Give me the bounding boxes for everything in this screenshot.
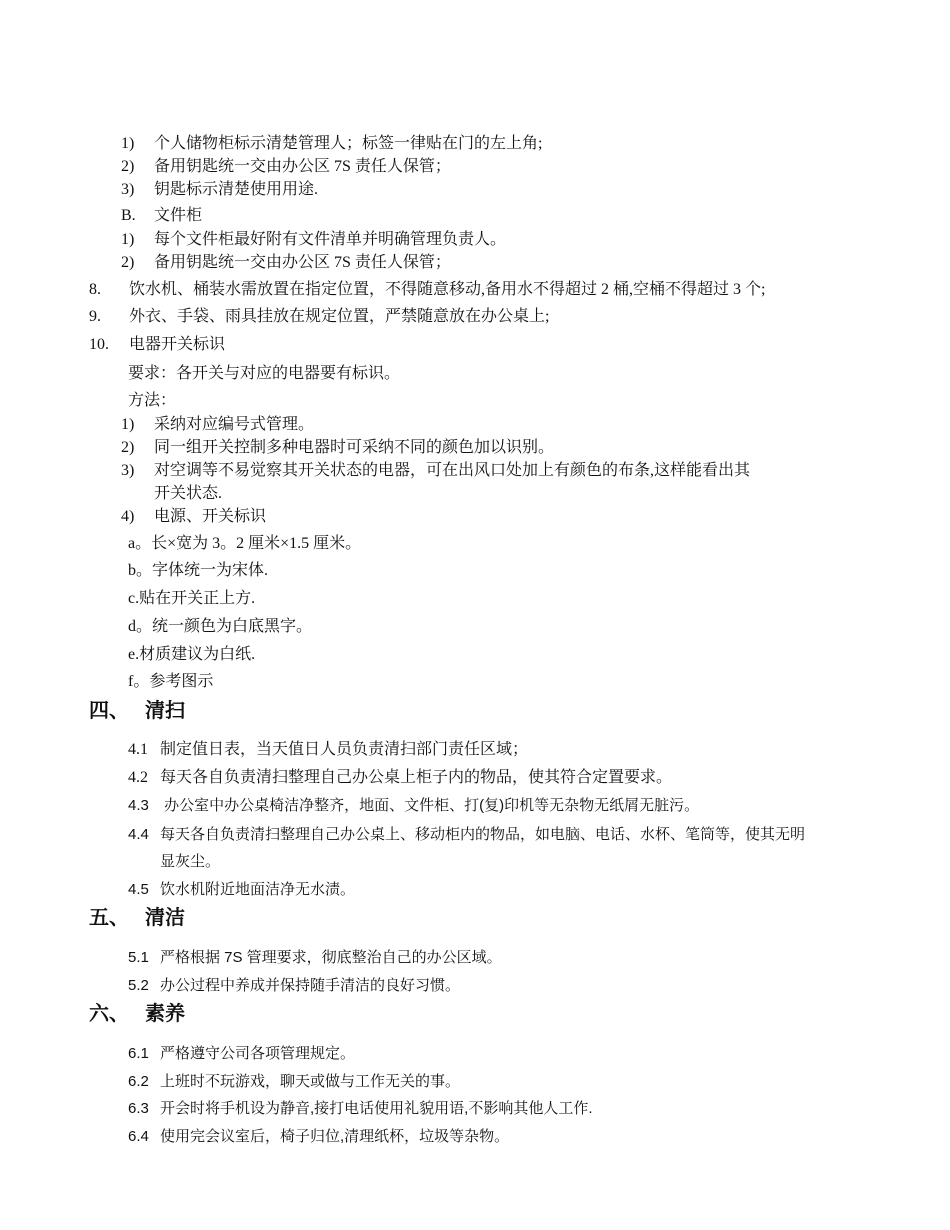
list-item — [128, 1098, 593, 1120]
list-item — [121, 506, 266, 528]
list-number: 10. — [89, 336, 109, 353]
list-number: 6.2 — [128, 1073, 149, 1090]
list-text: 每天各自负责清扫整理自己办公桌上柜子内的物品，使其符合定置要求。 — [160, 769, 673, 786]
spec-item: b。字体统一为宋体. — [128, 562, 269, 579]
list-text: 每天各自负责清扫整理自己办公桌上、移动柜内的物品，如电脑、电话、水杯、笔筒等，使其无明 — [160, 826, 806, 843]
list-item — [121, 229, 506, 251]
list-item — [128, 1126, 509, 1148]
list-text: 办公过程中养成并保持随手清洁的良好习惯。 — [160, 977, 461, 994]
section-title: 素养 — [145, 1001, 185, 1025]
list-item — [121, 414, 314, 436]
list-text: 饮水机附近地面洁净无水渍。 — [160, 881, 356, 898]
list-text: 外衣、手袋、雨具挂放在规定位置，严禁随意放在办公桌上; — [129, 308, 550, 325]
spec-item: f。参考图示 — [128, 673, 214, 690]
list-text: 饮水机、桶装水需放置在指定位置，不得随意移动,备用水不得超过 2 桶,空桶不得超过 3 个; — [129, 281, 766, 298]
list-number: 2) — [121, 254, 135, 271]
spec-item: d。统一颜色为白底黑字。 — [128, 618, 313, 635]
list-number: 5.2 — [128, 977, 149, 994]
list-item — [89, 279, 765, 301]
list-number: 6.4 — [128, 1128, 149, 1145]
list-number: 1) — [121, 416, 135, 433]
list-item — [128, 879, 355, 901]
list-item — [128, 739, 528, 761]
list-number: B. — [121, 207, 136, 224]
spec-item: c.贴在开关正上方. — [128, 590, 256, 607]
list-text: 备用钥匙统一交由办公区 7S 责任人保管； — [154, 158, 451, 175]
list-item — [128, 824, 805, 846]
list-item — [128, 767, 672, 789]
list-number: 6.1 — [128, 1045, 149, 1062]
list-text: 采纳对应编号式管理。 — [154, 416, 315, 433]
list-text: 开会时将手机设为静音,接打电话使用礼貌用语,不影响其他人工作. — [160, 1100, 593, 1117]
paragraph: 要求：各开关与对应的电器要有标识。 — [128, 365, 401, 382]
list-text: 备用钥匙统一交由办公区 7S 责任人保管； — [154, 254, 451, 271]
list-item — [128, 795, 699, 817]
list-item — [121, 156, 451, 178]
list-text: 个人储物柜标示清楚管理人；标签一律贴在门的左上角; — [154, 135, 543, 152]
section-number: 六、 — [89, 1001, 129, 1025]
list-number: 2) — [121, 158, 135, 175]
list-number: 6.3 — [128, 1100, 149, 1117]
list-item — [89, 334, 225, 356]
list-item — [128, 975, 460, 997]
section-title: 清洁 — [145, 905, 185, 929]
list-item — [121, 252, 451, 274]
list-number: 4) — [121, 508, 135, 525]
list-text: 严格根据 7S 管理要求，彻底整治自己的办公区域。 — [160, 949, 502, 966]
spec-item: e.材质建议为白纸. — [128, 646, 256, 663]
list-text: 电器开关标识 — [129, 336, 226, 353]
list-number: 5.1 — [128, 949, 149, 966]
list-item — [121, 133, 542, 155]
spec-item: a。长×宽为 3。2 厘米×1.5 厘米。 — [128, 535, 362, 552]
list-item — [128, 947, 502, 969]
list-text: 文件柜 — [154, 207, 203, 224]
list-text: 同一组开关控制多种电器时可采纳不同的颜色加以识别。 — [154, 439, 555, 456]
paragraph: 方法： — [128, 392, 177, 409]
list-number: 4.1 — [128, 741, 148, 758]
list-text: 钥匙标示清楚使用用途. — [154, 181, 319, 198]
list-item — [89, 306, 549, 328]
list-text-continued: 开关状态. — [154, 485, 223, 502]
list-text: 严格遵守公司各项管理规定。 — [160, 1045, 356, 1062]
list-item — [121, 460, 750, 482]
list-text: 电源、开关标识 — [154, 508, 267, 525]
list-number: 1) — [121, 135, 135, 152]
section-number: 四、 — [89, 698, 129, 722]
list-number: 4.3 — [128, 797, 149, 814]
list-item — [128, 1043, 355, 1065]
list-text: 制定值日表，当天值日人员负责清扫部门责任区域； — [160, 741, 529, 758]
section-number: 五、 — [89, 905, 129, 929]
list-text-continued: 显灰尘。 — [160, 853, 221, 870]
list-item — [121, 437, 554, 459]
list-number: 3) — [121, 181, 135, 198]
list-number: 9. — [89, 308, 101, 325]
list-number: 1) — [121, 231, 135, 248]
section-heading-cleaning — [89, 697, 185, 723]
list-number: 8. — [89, 281, 101, 298]
list-text: 上班时不玩游戏，聊天或做与工作无关的事。 — [160, 1073, 461, 1090]
list-number: 4.2 — [128, 769, 148, 786]
list-number: 4.5 — [128, 881, 149, 898]
list-text: 对空调等不易觉察其开关状态的电器，可在出风口处加上有颜色的布条,这样能看出其 — [154, 462, 751, 479]
list-item — [121, 179, 318, 201]
list-number: 4.4 — [128, 826, 149, 843]
list-item — [128, 1071, 460, 1093]
section-heading-discipline — [89, 1000, 185, 1026]
subheading — [121, 205, 202, 227]
section-title: 清扫 — [145, 698, 185, 722]
list-text: 办公室中办公桌椅洁净整齐，地面、文件柜、打(复)印机等无杂物无纸屑无脏污。 — [160, 797, 700, 814]
list-text: 使用完会议室后，椅子归位,清理纸杯，垃圾等杂物。 — [160, 1128, 510, 1145]
list-number: 3) — [121, 462, 135, 479]
list-number: 2) — [121, 439, 135, 456]
section-heading-tidiness — [89, 904, 185, 930]
list-text: 每个文件柜最好附有文件清单并明确管理负责人。 — [154, 231, 507, 248]
